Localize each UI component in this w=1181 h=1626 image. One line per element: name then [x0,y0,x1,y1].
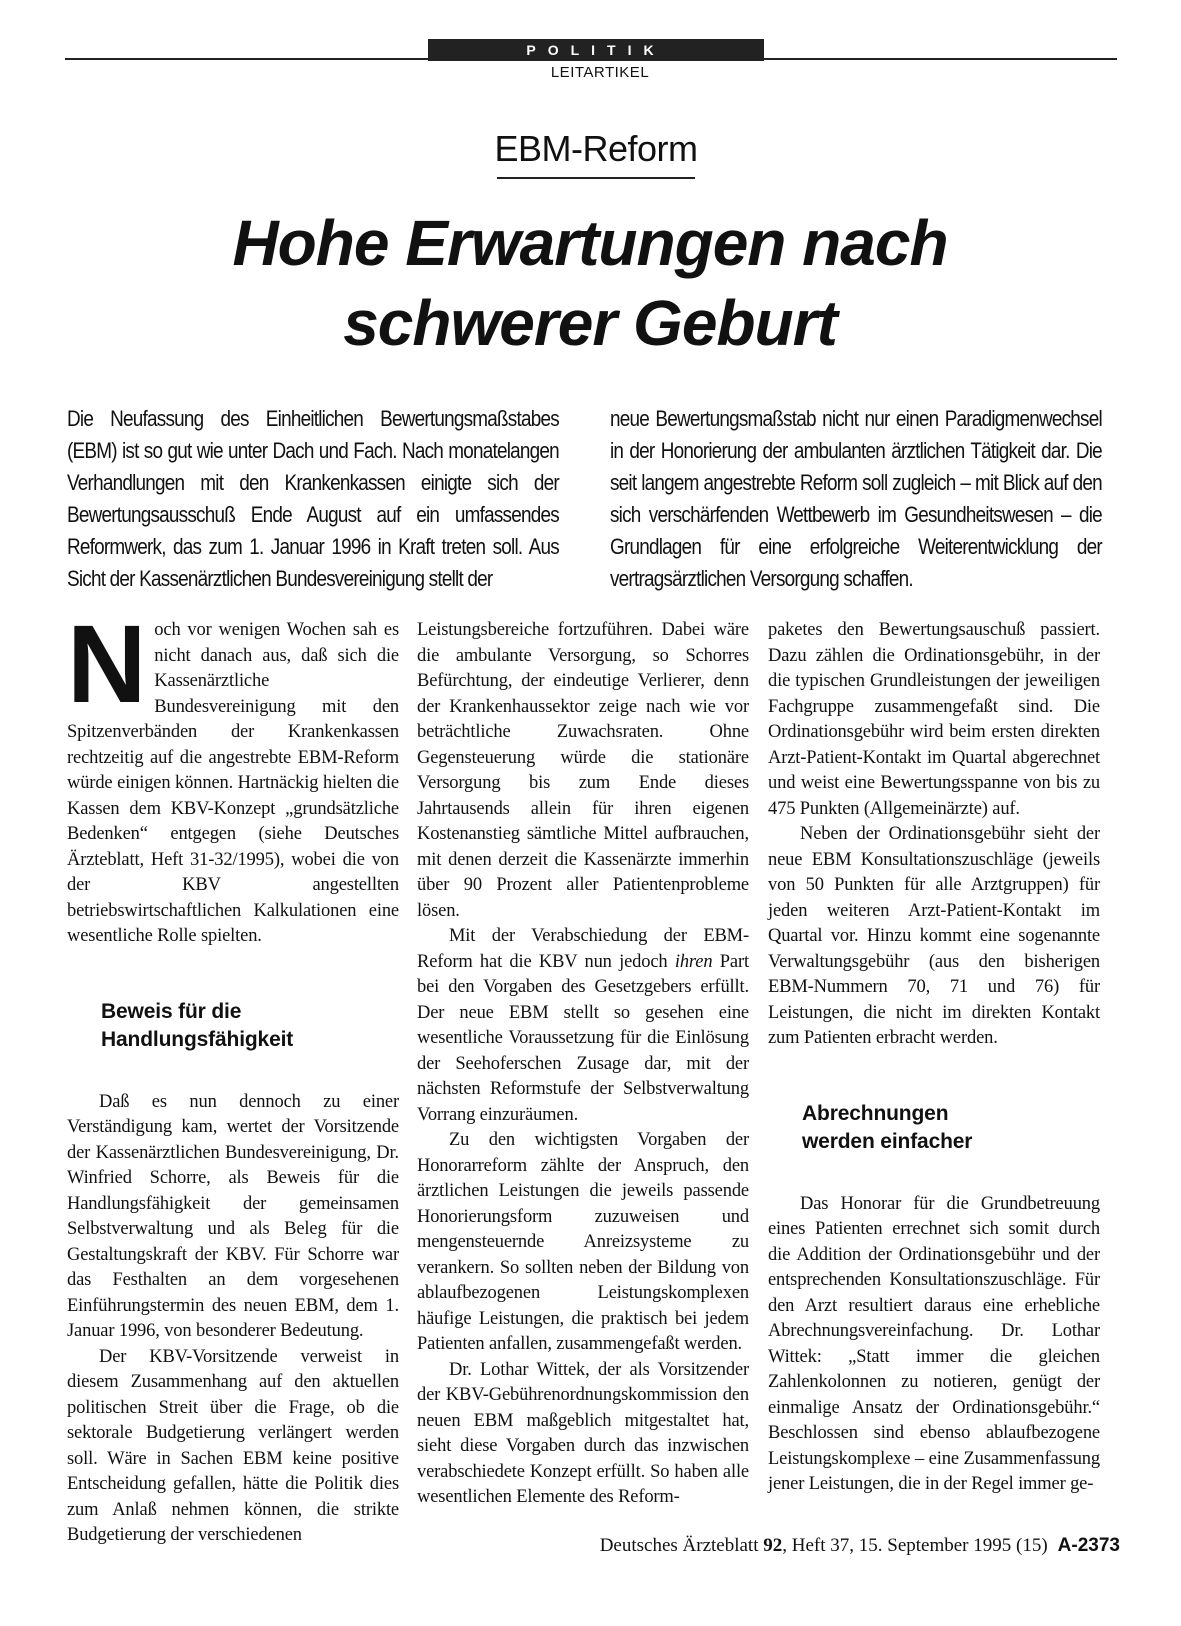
body-column-2 [417,618,749,1511]
emphasis-text: ihren [674,951,713,972]
subheading-line: Abrechnungen [802,1101,949,1125]
article-kicker: EBM-Reform [494,128,698,169]
page-footer [512,1535,1120,1557]
body-paragraph: Daß es nun dennoch zu einer Verständigung kam, wertet der Vorsitzende der Kassenärztlichen Bundesvereinigung, Dr. Winfried Schorre, als Beweis für die Handlungsfähigkeit der gemeinsamen Selbstverwaltung und als Beleg für die Gestaltungskraft der KBV. Für Schorre war das Festhalten an dem vorgesehenen Einführungstermin des neuen EBM, dem 1. Januar 1996, von besonderer Bedeutung. [67,1091,399,1341]
subheading-handlungsfaehigkeit [101,998,399,1054]
body-paragraph [67,603,399,950]
drop-cap: N [67,603,147,726]
body-paragraph [417,924,749,1128]
paragraph-text: och vor wenigen Wochen sah es nicht danach aus, daß sich die Kassenärztliche Bundesvereinigung mit den Spitzenverbänden der Krankenkassen rechtzeitig auf die angestrebte EBM-Reform würde einigen können. Hartnäckig hielten die Kassen dem KBV-Konzept „grundsätzliche Bedenken“ entgegen (siehe Deutsches Ärzteblatt, Heft 31-32/1995), wobei die von der KBV angestellten betriebswirtschaftlichen Kalkulationen eine wesentliche Rolle spielten. [67,620,399,946]
body-paragraph: Dr. Lothar Wittek, der als Vorsitzender der KBV-Gebührenordnungskommission den neuen EBM maßgeblich mitgestaltet hat, sieht diese Vorgaben durch das inzwischen verabschiedete Konzept erfüllt. So haben alle wesentlichen Elemente des Reform- [417,1359,749,1507]
article-headline [140,203,1040,363]
body-column-3 [768,618,1100,1498]
body-paragraph: Leistungsbereiche fortzuführen. Dabei wäre die ambulante Versorgung, so Schorres Befürchtung, der eindeutige Verlierer, denn der Krankenhaussektor zeige nach wie vor beträchtliche Zuwachsraten. Ohne Gegensteuerung würde die stationäre Versorgung bis zum Ende dieses Jahrtausends allein für ihren eigenen Kostenanstieg sämtliche Mittel aufbrauchen, mit denen derzeit die Kassenärzte immerhin über 90 Prozent aller Patientenprobleme lösen. [417,620,749,921]
body-paragraph: paketes den Bewertungsauschuß passiert. Dazu zählen die Ordinationsgebühr, in der die typischen Grundleistungen der jeweiligen Fachgruppe zusammengefaßt sind. Die Ordinationsgebühr wird beim ersten direkten Arzt-Patient-Kontakt im Quartal abgerechnet und weist eine Bewertungsspanne von bis zu 475 Punkten (Allgemeinärzte) auf. [768,620,1100,819]
subheading-line: werden einfacher [802,1129,973,1153]
paragraph-text: Part bei den Vorgaben des Gesetzgebers erfüllt. Der neue EBM stellt so gesehen eine wesentliche Voraussetzung für die Einlösung der Seehoferschen Zusage dar, mit der nächsten Reformstufe der Selbstverwaltung Vorrang einzuräumen. [417,951,749,1125]
subsection-label: LEITARTIKEL [550,64,650,81]
issue-info: , Heft 37, 15. September 1995 (15) [782,1535,1048,1556]
body-paragraph: Neben der Ordinationsgebühr sieht der neue EBM Konsultationszuschläge (jeweils von 50 Punkten für alle Arztgruppen) für jeden weiteren Arzt-Patient-Kontakt im Quartal vor. Hinzu kommt eine sogenannte Verwaltungsgebühr (aus den bisherigen EBM-Nummern 70, 71 und 76) für Leistungen, die nicht im direkten Kontakt zum Patienten erbracht werden. [768,824,1100,1048]
subheading-abrechnungen [802,1100,1100,1156]
kicker-underline [497,177,695,179]
body-paragraph: Das Honorar für die Grundbetreuung eines Patienten errechnet sich somit durch die Addition der Ordinationsgebühr und der entsprechenden Konsultationszuschläge. Für den Arzt resultiert daraus eine erhebliche Abrechnungsvereinfachung. Dr. Lothar Wittek: „Statt immer die gleichen Zahlenkolonnen zu notieren, genügt der einmalige Ansatz der Ordinationsgebühr.“ Beschlossen sind ebenso ablaufbezogene Leistungskomplexe – eine Zusammenfassung jener Leistungen, die in der Regel immer ge- [768,1193,1100,1494]
subheading-line: Beweis für die [101,999,242,1023]
journal-name: Deutsches Ärzteblatt [599,1535,764,1556]
body-paragraph: Zu den wichtigsten Vorgaben der Honorarreform zählte der Anspruch, den ärztlichen Leistungen die jeweils passende Honorierungsform zuzuweisen und mengensteuernde Anreizsysteme zu verankern. So sollten neben der Bildung von ablaufbezogenen Leistungskomplexen häufige Leistungen, die praktisch bei jedem Patienten anfallen, zusammengefaßt werden. [417,1130,749,1354]
headline-line-1: Hohe Erwartungen nach [232,207,948,279]
body-paragraph: Der KBV-Vorsitzende verweist in diesem Zusammenhang auf den aktuellen politischen Streit über die Frage, ob die sektorale Budgetierung verlängert werden soll. Wäre in Sachen EBM keine positive Entscheidung gefallen, hätte die Politik dies zum Anlaß nehmen können, die strikte Budgetierung der verschiedenen [67,1346,399,1545]
headline-line-2: schwerer Geburt [343,287,837,359]
page-number: A-2373 [1057,1535,1120,1556]
body-column-1 [67,603,399,1549]
paragraph-text: Mit der Verabschiedung der EBM-Reform hat die KBV nun jedoch [417,926,749,972]
lead-paragraph-left: Die Neufassung des Einheitlichen Bewertungsmaßstabes (EBM) ist so gut wie unter Dach und Fach. Nach monatelangen Verhandlungen mit den Krankenkassen einigte sich der Bewertungsausschuß Ende August auf ein umfassendes Reformwerk, das zum 1. Januar 1996 in Kraft treten soll. Aus Sicht der Kassenärztlichen Bundesvereinigung stellt der [67,406,559,591]
subheading-line: Handlungsfähigkeit [101,1027,294,1051]
lead-paragraph-right: neue Bewertungsmaßstab nicht nur einen Paradigmenwechsel in der Honorierung der ambulanten ärztlichen Tätigkeit dar. Die seit langem angestrebte Reform soll zugleich – mit Blick auf den sich verschärfenden Wettbewerb im Gesundheitswesen – die Grundlagen für eine erfolgreiche Weiterentwicklung der vertragsärztlichen Versorgung schaffen. [610,406,1102,591]
volume-number: 92 [763,1535,783,1556]
section-label: POLITIK [428,39,764,61]
